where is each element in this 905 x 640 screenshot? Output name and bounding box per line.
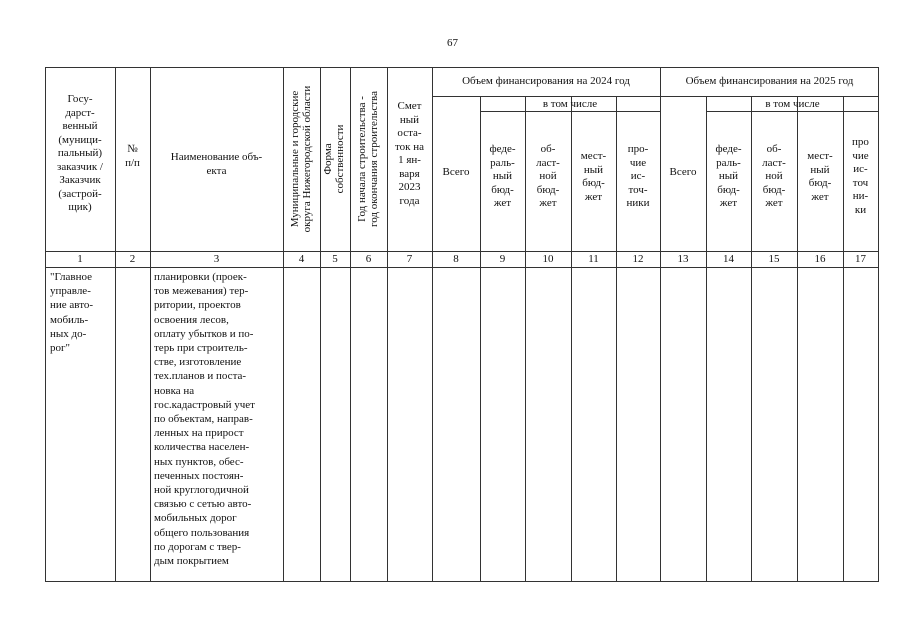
column-number: 17: [855, 253, 866, 265]
column-number: 6: [365, 253, 372, 265]
grid-line: [320, 67, 321, 582]
grid-line: [660, 67, 661, 582]
page-number: 67: [447, 37, 458, 49]
column-number: 16: [814, 253, 826, 265]
grid-line: [350, 67, 351, 582]
column-number: 12: [632, 253, 644, 265]
header-federal-2024: феде- раль- ный бюд- жет: [489, 143, 516, 209]
header-federal-2025: феде- раль- ный бюд- жет: [715, 143, 742, 209]
column-number: 1: [77, 253, 83, 265]
column-number: 8: [453, 253, 459, 265]
grid-line: [45, 267, 879, 268]
header-number: № п/п: [125, 143, 140, 169]
grid-line: [432, 96, 879, 97]
column-number: 13: [677, 253, 689, 265]
column-number: 11: [588, 253, 599, 265]
header-municipal-districts: Муниципальные и городские округа Нижегородской области: [288, 85, 313, 233]
column-number: 2: [129, 253, 136, 265]
column-number: 3: [213, 253, 220, 265]
header-other-2025: про чие ис- точ ни- ки: [852, 136, 869, 216]
column-number: 5: [332, 253, 338, 265]
header-regional-2025: об- ласт- ной бюд- жет: [762, 143, 786, 209]
grid-line: [283, 67, 284, 582]
financing-table: [45, 67, 879, 582]
header-regional-2024: об- ласт- ной бюд- жет: [536, 143, 560, 209]
header-estimated-balance: Смет ный оста- ток на 1 ян- варя 2023 года: [394, 100, 425, 207]
column-number: 15: [768, 253, 780, 265]
grid-line: [45, 67, 879, 68]
customer-cell: "Главное управле- ние авто- мобиль- ных до- рог": [50, 271, 94, 355]
header-customer: Госу- дарст- венный (муници- пальный) заказчик / Заказчик (застрой- щик): [57, 93, 103, 213]
header-total-2024: Всего: [442, 166, 470, 178]
object-name-cell: планировки (проек- тов межевания) тер- ритории, проектов освоения лесов, оплату убытков и по- терь при строитель- стве, изготовление тех.планов и поста- новка на гос.кадастровый учет по объектам, направ- ленных на прирост количества населен- ных пунктов, обес- печенных постоян- ной круглогодичной связью с сетью авто- мобильных дорог общего пользования по дорогам с твер- дым покрытием: [154, 271, 255, 568]
grid-line: [432, 67, 433, 582]
header-other-2024: про- чие ис- точ- ники: [626, 143, 650, 209]
column-number: 7: [406, 253, 413, 265]
header-local-2025: мест- ный бюд- жет: [807, 150, 833, 203]
header-financing-2024: Объем финансирования на 2024 год: [462, 75, 630, 87]
header-including-2024: в том числе: [542, 98, 598, 110]
column-number: 10: [542, 253, 554, 265]
header-ownership-form: Форма собственности: [322, 124, 346, 194]
header-construction-years: Год начала строительства - год окончания строительства: [355, 91, 380, 227]
header-total-2025: Всего: [669, 166, 697, 178]
grid-line: [878, 67, 879, 582]
header-financing-2025: Объем финансирования на 2025 год: [685, 75, 854, 87]
column-number: 4: [298, 253, 305, 265]
grid-line: [45, 581, 879, 582]
column-number: 14: [723, 253, 734, 265]
column-number: 9: [499, 253, 506, 265]
header-including-2025: в том числе: [765, 98, 820, 110]
header-object-name: Наименование объ- екта: [170, 151, 263, 177]
grid-line: [150, 67, 151, 582]
header-local-2024: мест- ный бюд- жет: [580, 150, 607, 203]
